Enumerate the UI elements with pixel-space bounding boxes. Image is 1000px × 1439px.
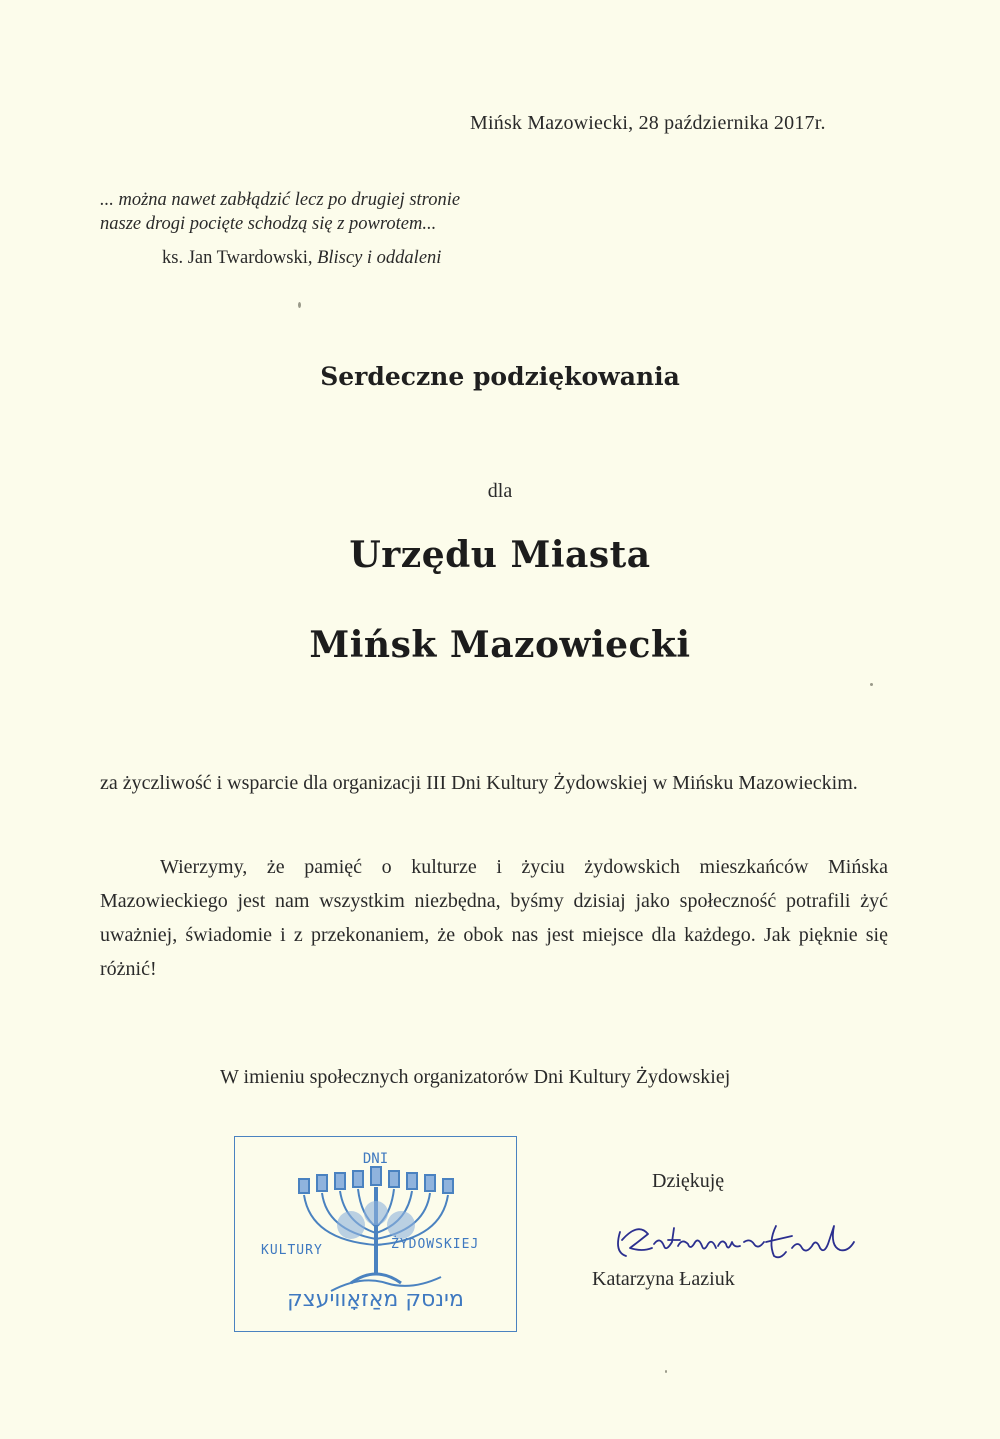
thanks-label: Dziękuję [652, 1170, 725, 1192]
motto-quote [100, 188, 460, 236]
motto-book: Bliscy i oddaleni [317, 248, 442, 268]
stamp-text-top: DNI [362, 1151, 389, 1167]
place-and-date: Mińsk Mazowiecki, 28 października 2017r. [470, 112, 826, 134]
scan-speck [298, 302, 301, 308]
stamp-text-right: ŻYDOWSKIEJ [391, 1237, 480, 1252]
motto-author: ks. Jan Twardowski, [162, 248, 313, 268]
stamp-text-left: KULTURY [261, 1243, 323, 1258]
recipient-line-2: Mińsk Mazowiecki [309, 624, 691, 666]
stamp-text-hebrew: מינסק מאַזאָוויעצק [287, 1287, 464, 1312]
on-behalf-line: W imieniu społecznych organizatorów Dni Kultury Żydowskiej [220, 1066, 731, 1088]
motto-attribution [162, 248, 441, 269]
signer-name: Katarzyna Łaziuk [592, 1268, 735, 1290]
motto-line-2: nasze drogi pocięte schodzą się z powrotem... [100, 214, 437, 234]
for-label: dla [487, 480, 513, 502]
paragraph-belief: Wierzymy, że pamięć o kulturze i życiu żydowskich mieszkańców Mińska Mazowieckiego jest nam wszystkim niezbędna, byśmy dzisiaj jako społeczność potrafili żyć uważniej, świadomie i z przekonaniem, że obok nas jest miejsce dla każdego. Jak pięknie się różnić! [100, 856, 888, 980]
menorah-icon [291, 1165, 461, 1295]
scan-speck [870, 683, 873, 686]
paragraph-gratitude: za życzliwość i wsparcie dla organizacji III Dni Kultury Żydowskiej w Mińsku Mazowieckim. [100, 772, 858, 794]
recipient-line-1: Urzędu Miasta [349, 534, 651, 576]
page-title: Serdeczne podziękowania [320, 362, 680, 391]
handwritten-signature [608, 1212, 868, 1272]
scan-speck [665, 1370, 667, 1373]
motto-line-1: ... można nawet zabłądzić lecz po drugiej stronie [100, 190, 461, 210]
organizer-stamp [234, 1136, 517, 1332]
